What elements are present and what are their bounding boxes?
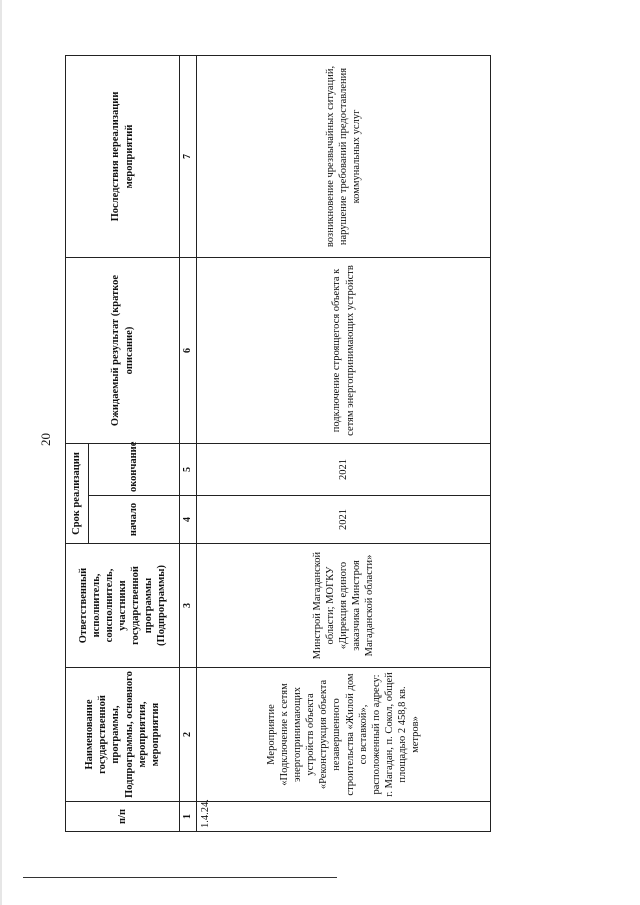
column-number: 4 [180,496,197,544]
header-pp: п/п [66,802,180,832]
row-name: Мероприятие «Подключение к сетям энергопринимающих устройств объекта «Реконструкция объекта незавершенного строительства «Жилой дом со вставкой», расположенный по адресу: г. Магадан, п. Сокол, общей площадью 2 458,8 кв. метров» [197,668,491,802]
row-number: 1.4.24. [197,802,491,832]
column-number: 1 [180,802,197,832]
rotated-table-wrapper [65,56,491,832]
header-row-1 [66,56,89,832]
row-consequences: возникновение чрезвычайных ситуаций, нарушение требований предоставления коммунальных услуг [197,56,491,258]
row-start: 2021 [197,496,491,544]
header-result: Ожидаемый результат (краткое описание) [66,258,180,444]
row-result: подключение строящегося объекта к сетям энергопринимающих устройств [197,258,491,444]
header-end: окончание [89,444,180,496]
scan-edge [0,0,2,905]
header-term-group: Срок реализации [66,444,89,544]
header-start: начало [89,496,180,544]
footer-line [23,877,337,878]
program-table [65,55,491,832]
column-number: 3 [180,544,197,668]
table-row [197,56,491,832]
column-number: 2 [180,668,197,802]
row-executor: Минстрой Магаданской области; МОГКУ «Дирекция единого заказчика Минстроя Магаданской области» [197,544,491,668]
header-consequences: Последствия нереализации мероприятий [66,56,180,258]
row-end: 2021 [197,444,491,496]
column-number: 7 [180,56,197,258]
header-name: Наименование государственной программы, Подпрограммы, основного мероприятия, мероприятия [66,668,180,802]
column-number-row [180,56,197,832]
header-executor: Ответственный исполнитель, соисполнитель, участники государственной программы (Подпрограммы) [66,544,180,668]
column-number: 5 [180,444,197,496]
column-number: 6 [180,258,197,444]
page-number: 20 [38,433,53,446]
